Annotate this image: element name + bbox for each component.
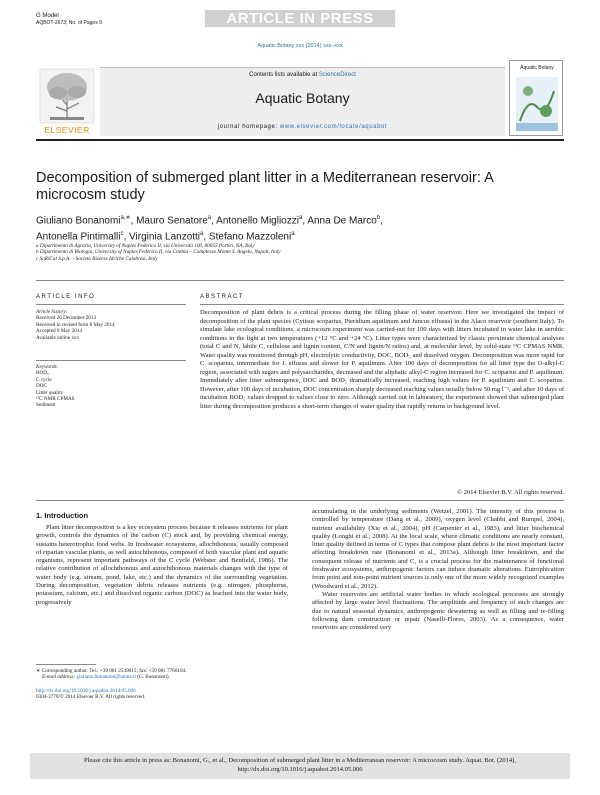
authors-line-2 [36,228,536,244]
footnote-divider [36,664,96,665]
author-sup[interactable]: c [120,230,124,237]
divider [36,280,564,281]
divider [36,304,186,305]
abstract-copyright: © 2014 Elsevier B.V. All rights reserved. [457,489,564,496]
divider [36,360,186,361]
article-code: AQBOT-2673; No. of Pages 9 [36,20,102,26]
journal-name: Aquatic Botany [255,90,350,106]
journal-header-box [100,67,505,136]
divider [36,500,564,501]
section-heading-introduction: 1. Introduction [36,511,89,520]
article-history [36,309,186,341]
article-title: Decomposition of submerged plant litter in a Mediterranean reservoir: A microcosm study [36,170,493,203]
divider [200,304,564,305]
author-name[interactable]: , Antonello Migliozzi [211,215,299,227]
history-item: Received in revised form 8 May 2014 [36,321,115,328]
email-link[interactable]: giuliano.bonanomi@unina.it [76,674,136,681]
model-line: G Model [36,13,59,19]
author-list [36,212,536,244]
email-suffix: (G. Bonanomi). [135,674,170,681]
homepage-link[interactable]: www.elsevier.com/locate/aquabot [279,124,388,130]
author-separator: , [380,215,383,227]
author-sup[interactable]: a [291,230,295,237]
sciencedirect-link[interactable]: ScienceDirect [318,72,356,78]
body-column-left [36,524,288,607]
intro-paragraph-1-continued: accumulating in the underlying sediments (Wetzel, 2001). The intensity of this process is controlled by temperature (Dang et al., 2009), oxygen level (Chabbi and Rumpel, 2004), nutrient availability (Xie et al., 2004), pH (Carpenter et al., 1983), and litter biochemical quality (Longhi et al., 2008). At the local scale, where climatic conditions are nearly constant, litter quality defined in terms of C types that compose plant debris is the most important factor affecting breakdown rate (Bonanomi et al., 2013a). Although litter breakdown, and the consequent release of nutrients and C, is a crucial process for the maintenance of functional freshwater ecosystems, anthropogenic factors can induce dramatic alterations. Eutrophication from point and non-point nutrient sources is only one of the more widely recognized examples (Woodward et al., 2012). [312,508,564,590]
author-sup[interactable]: a,∗ [120,215,131,221]
cover-title: Aquatic Botany [520,65,554,71]
authors-line-1 [36,212,536,228]
keyword: Litter quality [36,389,64,396]
article-in-press-banner: ARTICLE IN PRESS [205,10,395,27]
affiliations [36,243,556,262]
header-divider [36,139,564,141]
keyword: BOD₅ [36,370,49,377]
doi-link[interactable]: http://dx.doi.org/10.1016/j.aquabot.2014.05.006 [36,687,136,694]
homepage-line [100,124,505,130]
keyword: Sediment [36,402,56,409]
keyword: ¹³C NMR CPMAS [36,396,75,403]
history-item: Accepted 9 May 2014 [36,328,82,335]
author-sup[interactable]: a [298,215,303,221]
cover-image-icon [516,77,558,131]
author-name[interactable]: , Mauro Senatore [130,215,208,227]
intro-paragraph-1: Plant litter decomposition is a key ecosystem process because it releases nutrients for plant growth, controls the dynamics of the carbon (C) stock and, by providing chemical energy, sustains heterotrophic food webs. In freshwater ecosystems, allochthonous, usually composed of riparian vascular plants, as well autochthonous, composed of both vascular plant and aquatic organisms, represent important pathways of the C cycle (Webster and Benfield, 1986). The relative contribution of allochthonous and autochthonous materials changes with the type of water body (e.g. stream, pond, lake, etc.) and the dynamics of the surrounding vegetation. During decomposition, vegetation debris releases nutrients (e.g. nitrogen, phosphorus, potassium, calcium, etc.) and dissolved organic carbon (DOC) as leached into the water body, progressively [36,524,288,606]
article-info-heading: ARTICLE INFO [36,294,96,300]
corresponding-author-note: ∗ Corresponding author. Tel.: +39 081 2539015; fax: +39 081 7760104. [36,668,187,674]
keyword: C cycle [36,376,52,383]
author-sup[interactable]: b [376,215,381,221]
history-item: Received 26 December 2013 [36,315,97,322]
author-name[interactable]: , Virginia Lanzotti [123,231,201,243]
keywords-label: Keywords: [36,364,59,370]
contents-prefix: Contents lists available at [249,72,319,78]
author-name[interactable]: Antonella Pintimalli [36,231,121,243]
affiliation-b: b Dipartimento di Biologia, University of Naples Federico II, via Cinthia – Complesso Monte S. Angelo, Napoli, Italy [36,249,281,256]
issn-line: 0304-3770/© 2014 Elsevier B.V. All rights reserved. [36,694,146,701]
affiliation-c: c SoRiCal S.p.A. – Società Risorse Idriche Calabresi, Italy [36,255,158,262]
keyword: DOC [36,383,47,390]
citation-box: Please cite this article in press as: Bonanomi, G., et al., Decomposition of submerged plant litter in a Mediterranean reservoir: A microcosm study. Aquat. Bot. (2014), http://dx.doi.org/10.1016/j.aquabot.2014.05.006 [30,753,570,779]
journal-cover-thumbnail [509,60,563,136]
affiliation-a: a Dipartimento di Agraria, University of Naples Federico II, via Università 100, 80055 Portici, NA, Italy [36,243,255,249]
email-label: E-mail address: [42,674,77,681]
homepage-label: journal homepage: [217,124,280,130]
elsevier-logo [36,67,98,136]
history-item: Available online xxx [36,334,80,341]
keywords [36,364,186,409]
intro-paragraph-2: Water reservoirs are artificial water bodies in which ecological processes are strongly affected by large water level fluctuations. The amplitude and frequency of such changes are due to natural seasonal dynamics, anthropogenic dewatering as well as filling and re-filling following dam construction or repair (Naselli-Flores, 2003). As a consequence, water reservoirs are considered very [312,590,564,632]
author-sup[interactable]: a [207,215,212,221]
masthead-left [36,13,102,27]
author-sup[interactable]: a [200,230,204,237]
elsevier-wordmark: ELSEVIER [44,125,90,135]
author-name[interactable]: , Anna De Marco [302,215,377,227]
journal-citation-line[interactable]: Aquatic Botany xxx (2014) xxx–xxx [257,43,343,49]
abstract-heading: ABSTRACT [200,294,245,300]
abstract-text: Decomposition of plant debris is a critical process during the filling phase of water reservoir. Here we investigated the impact of decomposition of the plant species (Cytisus scoparius, Pteridium aquilinum and Juncus effusus) in the Alaco reservoir (southern Italy). To simulate lake ecological conditions, a microcosm experiment was carried-out for 100 days with litters incubated in water lake in aerobic conditions in the light at two temperatures (+12 °C and +24 °C). Litter types were characterized by classic proximate chemical analyses (total C and N, labile C, cellulose and lignin content, C/N and lignin/N ratios) and, at molecular level, by solid-state ¹³C CPMAS NMR. Water quality was monitored through pH, electrolytic conductivity, DOC, BOD₅ and dissolved oxygen. Decomposition was more rapid for C. scoparius, intermediate for J. effusus and slower for P. aquilinum. After 100 days of decomposition for all litter type the O-alkyl-C region, associated with sugars and polysaccharides, decreased and the aliphatic alkyl-C region increased for C. scoparius and P. aquilinum. Immediately after litter submergence, DOC and BOD₅ dramatically increased, reaching high values for P. aquilinum and C. scoparius. However, after 100 days of incubation, DOC concentration sharply decreased reaching values usually below 50 mg l⁻¹, and after 10 days of incubation BOD₅ values dropped to values close to zero. Although carried out in laboratory, the experiment showed that submerged plant litter during decomposition produces a short-term changes of water quality that rapidly returns to background level. [200,309,564,410]
footnotes [36,668,296,701]
author-name[interactable]: , Stefano Mazzoleni [203,231,292,243]
history-label: Article history: [36,309,68,315]
body-column-right [312,508,564,632]
contents-line [100,72,505,78]
author-name[interactable]: Giuliano Bonanomi [36,215,121,227]
